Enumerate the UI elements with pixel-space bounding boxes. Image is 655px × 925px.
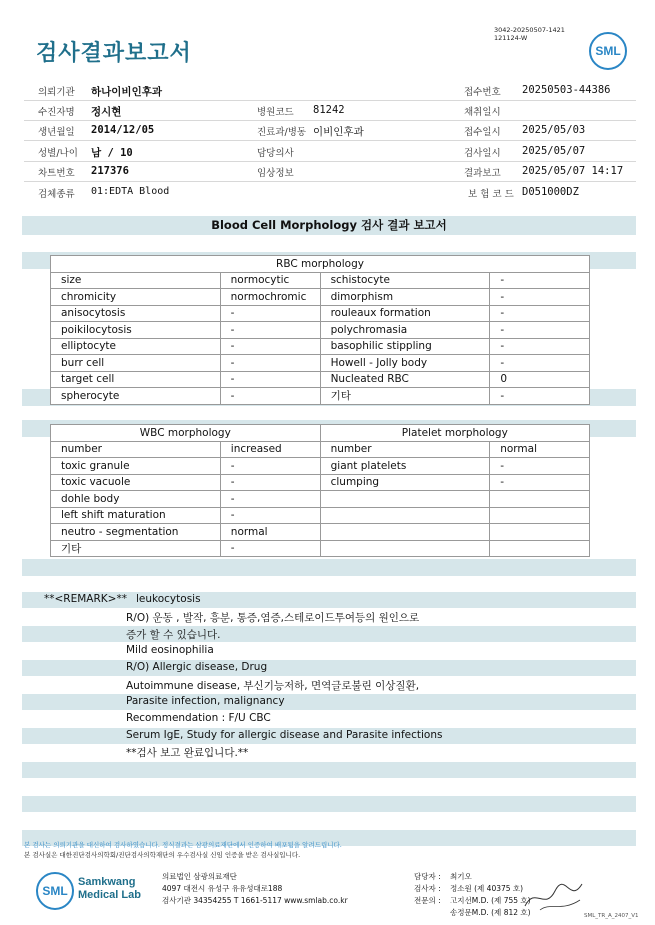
wbc-platelet-row <box>51 540 590 557</box>
department-label: 진료과/병동 <box>257 127 307 138</box>
rbc-cell: rouleaux formation <box>320 305 490 322</box>
rbc-cell: target cell <box>51 371 221 388</box>
clinical-info-label: 임상정보 <box>257 168 294 179</box>
wbc-platelet-cell <box>490 507 590 524</box>
tester: 정소원 (제 40375 호) <box>450 884 524 893</box>
info-row-3 <box>24 120 636 141</box>
wbc-platelet-cell: normal <box>220 524 320 541</box>
chart-no-label: 차트번호 <box>38 168 75 179</box>
info-row-6 <box>24 182 636 202</box>
specialist-1: 고지선M.D. (제 755 호) <box>450 896 531 905</box>
document-code-line-1: 3042-20250507-1421 <box>494 26 565 34</box>
rbc-cell: - <box>490 289 590 306</box>
wbc-platelet-cell: 기타 <box>51 540 221 557</box>
rbc-cell: normocytic <box>220 272 320 289</box>
requesting-org-label: 의뢰기관 <box>38 87 75 98</box>
wbc-header: WBC morphology <box>51 425 321 442</box>
wbc-platelet-cell: toxic vacuole <box>51 474 221 491</box>
rbc-header: RBC morphology <box>51 256 590 273</box>
specimen: 01:EDTA Blood <box>91 186 170 197</box>
form-code: SML_TR_A_2407_V1 <box>584 913 639 919</box>
wbc-platelet-cell: - <box>220 458 320 475</box>
remark-line: Parasite infection, malignancy <box>126 695 285 707</box>
wbc-platelet-cell <box>320 540 490 557</box>
wbc-platelet-cell <box>490 540 590 557</box>
note-line-1: 본 검사는 의뢰기관을 대신하여 검사하였습니다. 정식결과는 삼광의료재단에서 인증하여 배포됨을 알려드립니다. <box>24 841 342 849</box>
wbc-platelet-cell: increased <box>220 441 320 458</box>
patient-name-label: 수진자명 <box>38 107 75 118</box>
band <box>22 626 636 642</box>
rbc-cell: - <box>490 272 590 289</box>
rbc-row <box>51 371 590 388</box>
wbc-platelet-cell: giant platelets <box>320 458 490 475</box>
report-date: 2025/05/07 14:17 <box>522 165 624 177</box>
wbc-platelet-row <box>51 474 590 491</box>
patient-name: 정시현 <box>91 106 122 118</box>
wbc-platelet-row <box>51 458 590 475</box>
receipt-no: 20250503-44386 <box>522 84 611 96</box>
birth: 2014/12/05 <box>91 124 155 136</box>
footer-brand <box>78 876 141 902</box>
sex-age-label: 성별/나이 <box>38 148 78 159</box>
wbc-platelet-cell: clumping <box>320 474 490 491</box>
section-title: Blood Cell Morphology 검사 결과 보고서 <box>22 216 636 235</box>
wbc-platelet-row <box>51 507 590 524</box>
wbc-platelet-cell: number <box>51 441 221 458</box>
rbc-cell: - <box>220 355 320 372</box>
rbc-cell: normochromic <box>220 289 320 306</box>
rbc-cell: polychromasia <box>320 322 490 339</box>
rbc-cell: - <box>220 305 320 322</box>
rbc-cell: dimorphism <box>320 289 490 306</box>
remark-line: Serum IgE, Study for allergic disease and Parasite infections <box>126 729 443 741</box>
wbc-platelet-row <box>51 491 590 508</box>
wbc-platelet-cell <box>490 524 590 541</box>
remark-line: R/O) Allergic disease, Drug <box>126 661 268 673</box>
receipt-date: 2025/05/03 <box>522 124 586 136</box>
document-code <box>494 26 565 42</box>
remark-line: Recommendation : F/U CBC <box>126 712 271 724</box>
tester-label: 검사자 : <box>414 884 441 893</box>
rbc-cell: 0 <box>490 371 590 388</box>
band <box>22 796 636 812</box>
rbc-cell: - <box>490 388 590 405</box>
rbc-cell: schistocyte <box>320 272 490 289</box>
receipt-no-label: 접수번호 <box>464 87 501 98</box>
insurance-code-label: 보 험 코 드 <box>468 189 514 200</box>
wbc-platelet-cell <box>320 507 490 524</box>
rbc-cell: - <box>490 338 590 355</box>
department: 이비인후과 <box>313 126 364 138</box>
rbc-row <box>51 338 590 355</box>
wbc-platelet-cell: - <box>220 491 320 508</box>
rbc-cell: - <box>220 388 320 405</box>
wbc-platelet-cell: - <box>220 507 320 524</box>
manager: 최기오 <box>450 872 472 881</box>
info-row-4 <box>24 141 636 162</box>
footer-org: 의료법인 삼광의료재단 <box>162 872 237 881</box>
wbc-platelet-cell: normal <box>490 441 590 458</box>
rbc-cell: Nucleated RBC <box>320 371 490 388</box>
wbc-platelet-row <box>51 524 590 541</box>
footer-address: 4097 대전시 유성구 유유성대로188 <box>162 884 283 893</box>
requesting-org: 하나이비인후과 <box>91 86 163 98</box>
wbc-platelet-cell <box>490 491 590 508</box>
birth-label: 생년월일 <box>38 127 75 138</box>
chart-no: 217376 <box>91 165 129 177</box>
wbc-platelet-cell <box>320 524 490 541</box>
rbc-cell: - <box>220 338 320 355</box>
wbc-platelet-cell: dohle body <box>51 491 221 508</box>
sml-logo: SML <box>589 32 627 70</box>
specialist-label: 전문의 : <box>414 896 441 905</box>
test-date: 2025/05/07 <box>522 145 586 157</box>
rbc-cell: Howell - Jolly body <box>320 355 490 372</box>
rbc-cell: elliptocyte <box>51 338 221 355</box>
hospital-code-label: 병원코드 <box>257 107 294 118</box>
rbc-row <box>51 289 590 306</box>
note-line-2: 본 검사실은 대한진단검사의학회/진단검사의학재단의 우수검사실 신임 인증을 받은 검사실입니다. <box>24 851 301 859</box>
wbc-platelet-row <box>51 441 590 458</box>
footer-logo: SML <box>36 872 74 910</box>
rbc-row <box>51 388 590 405</box>
receipt-date-label: 접수일시 <box>464 127 501 138</box>
rbc-cell: anisocytosis <box>51 305 221 322</box>
rbc-cell: - <box>220 322 320 339</box>
insurance-code: D051000DZ <box>522 186 579 198</box>
band <box>22 694 636 710</box>
wbc-platelet-cell <box>320 491 490 508</box>
rbc-cell: - <box>490 322 590 339</box>
report-date-label: 결과보고 <box>464 168 501 179</box>
rbc-row <box>51 355 590 372</box>
remark-line: **검사 보고 완료입니다.** <box>126 747 249 759</box>
wbc-platelet-cell: - <box>490 474 590 491</box>
remark-line: Mild eosinophilia <box>126 644 214 656</box>
remark-line: leukocytosis <box>136 593 201 605</box>
signature <box>520 876 590 916</box>
rbc-cell: chromicity <box>51 289 221 306</box>
remark-label: **<REMARK>** <box>44 593 127 605</box>
test-date-label: 검사일시 <box>464 148 501 159</box>
rbc-cell: 기타 <box>320 388 490 405</box>
platelet-header: Platelet morphology <box>320 425 589 442</box>
brand-line-1: Samkwang <box>78 876 136 888</box>
rbc-cell: size <box>51 272 221 289</box>
rbc-cell: - <box>220 371 320 388</box>
rbc-cell: - <box>490 305 590 322</box>
doctor-label: 담당의사 <box>257 148 294 159</box>
rbc-cell: burr cell <box>51 355 221 372</box>
report-title: 검사결과보고서 <box>36 41 192 66</box>
wbc-platelet-cell: - <box>490 458 590 475</box>
collection-date-label: 채취일시 <box>464 107 501 118</box>
hospital-code: 81242 <box>313 104 345 116</box>
wbc-platelet-cell: toxic granule <box>51 458 221 475</box>
rbc-cell: poikilocytosis <box>51 322 221 339</box>
rbc-morphology-table <box>50 255 590 405</box>
info-row-1 <box>24 80 636 101</box>
sex-age: 남 / 10 <box>91 147 133 159</box>
manager-label: 담당자 : <box>414 872 441 881</box>
remark-line: R/O) 운동 , 발작, 흥분, 통증,염증,스테로이드투여등의 원인으로 <box>126 612 420 624</box>
wbc-platelet-table <box>50 424 590 557</box>
footer-contact: 검사기관 34354255 T 1661-5117 www.smlab.co.kr <box>162 896 348 905</box>
wbc-platelet-cell: neutro - segmentation <box>51 524 221 541</box>
rbc-cell: - <box>490 355 590 372</box>
rbc-cell: basophilic stippling <box>320 338 490 355</box>
wbc-platelet-cell: number <box>320 441 490 458</box>
specimen-label: 검체종류 <box>38 189 75 200</box>
document-code-line-2: 121124-W <box>494 34 528 42</box>
band <box>22 559 636 576</box>
brand-line-2: Medical Lab <box>78 889 141 901</box>
rbc-cell: spherocyte <box>51 388 221 405</box>
wbc-platelet-cell: - <box>220 474 320 491</box>
rbc-row <box>51 322 590 339</box>
band <box>22 660 636 676</box>
band <box>22 762 636 778</box>
remark-line: 증가 할 수 있습니다. <box>126 629 221 641</box>
rbc-row <box>51 272 590 289</box>
info-row-5 <box>24 161 636 182</box>
rbc-row <box>51 305 590 322</box>
info-row-2 <box>24 100 636 121</box>
specialist-2: 송정문M.D. (제 812 호) <box>450 908 531 917</box>
remark-line: Autoimmune disease, 부신기능저하, 면역글로불린 이상질환, <box>126 680 420 692</box>
wbc-platelet-cell: - <box>220 540 320 557</box>
wbc-platelet-cell: left shift maturation <box>51 507 221 524</box>
